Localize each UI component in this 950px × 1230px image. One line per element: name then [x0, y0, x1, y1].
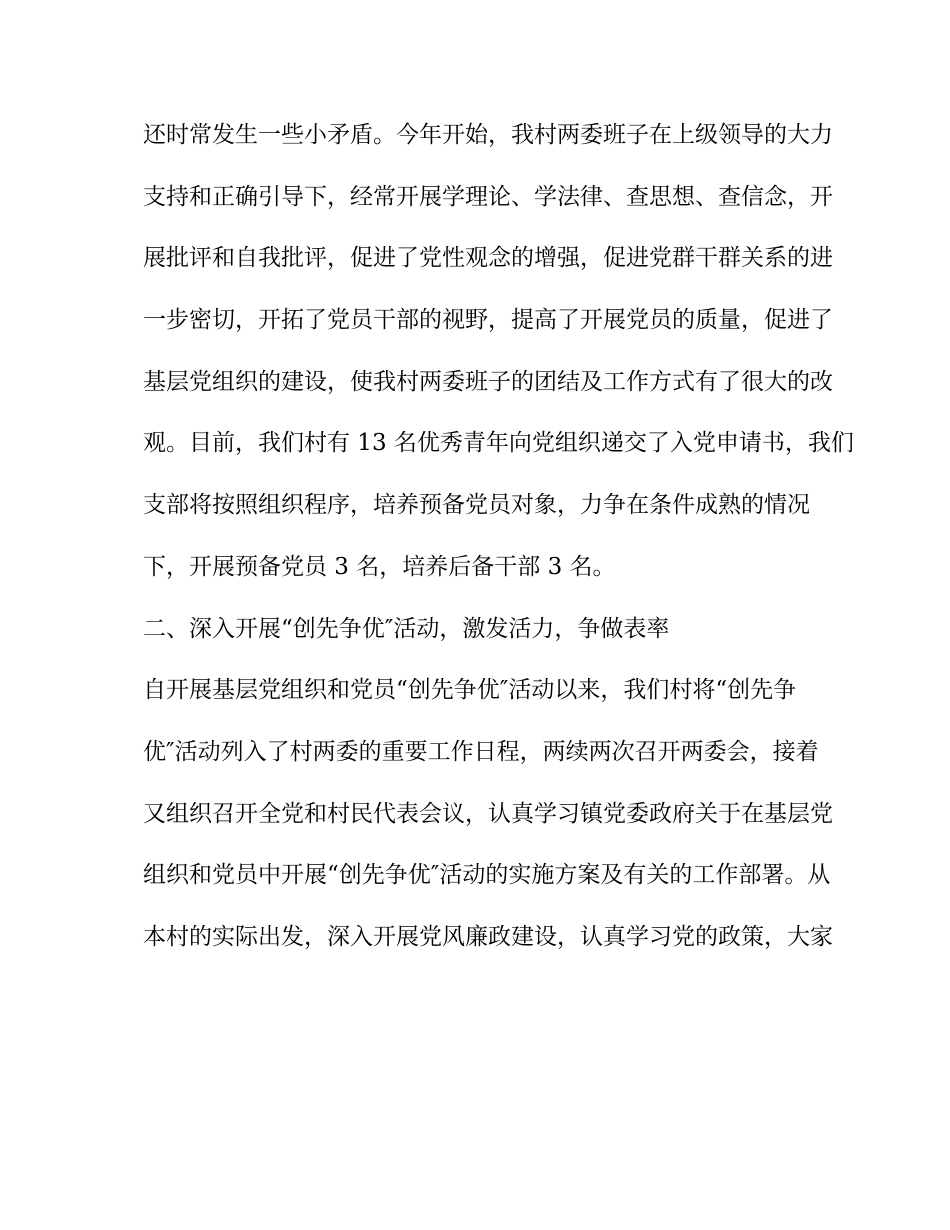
- text-line: 本村的实际出发，深入开展党风廉政建设，认真学习党的政策，大家: [143, 923, 833, 950]
- section-heading: 二、深入开展“创先争优″活动，激发活力，争做表率: [143, 615, 670, 642]
- text-line: 支持和正确引导下，经常开展学理论、学法律、查思想、查信念，开: [143, 183, 833, 210]
- body-text: [143, 117, 854, 981]
- text-line: 基层党组织的建设，使我村两委班子的团结及工作方式有了很大的改: [143, 368, 833, 395]
- text-line: 还时常发生一些小矛盾。今年开始，我村两委班子在上级领导的大力: [143, 122, 833, 148]
- text-line: 又组织召开全党和村民代表会议，认真学习镇党委政府关于在基层党: [143, 800, 833, 827]
- text-line: 下，开展预备党员 3 名，培养后备干部 3 名。: [143, 553, 616, 580]
- text-line: 展批评和自我批评，促进了党性观念的增强，促进党群干群关系的进: [143, 245, 833, 272]
- text-line: 优″活动列入了村两委的重要工作日程，两续两次召开两委会，接着: [143, 738, 819, 765]
- text-line: 自开展基层党组织和党员“创先争优″活动以来，我们村将“创先争: [143, 677, 797, 704]
- text-line: 组织和党员中开展“创先争优″活动的实施方案及有关的工作部署。从: [143, 862, 831, 889]
- text-line: 观。目前，我们村有 13 名优秀青年向党组织递交了入党申请书，我们: [143, 430, 854, 457]
- text-line: 一步密切，开拓了党员干部的视野，提高了开展党员的质量，促进了: [143, 307, 833, 334]
- text-line: 支部将按照组织程序，培养预备党员对象，力争在条件成熟的情况: [143, 492, 810, 519]
